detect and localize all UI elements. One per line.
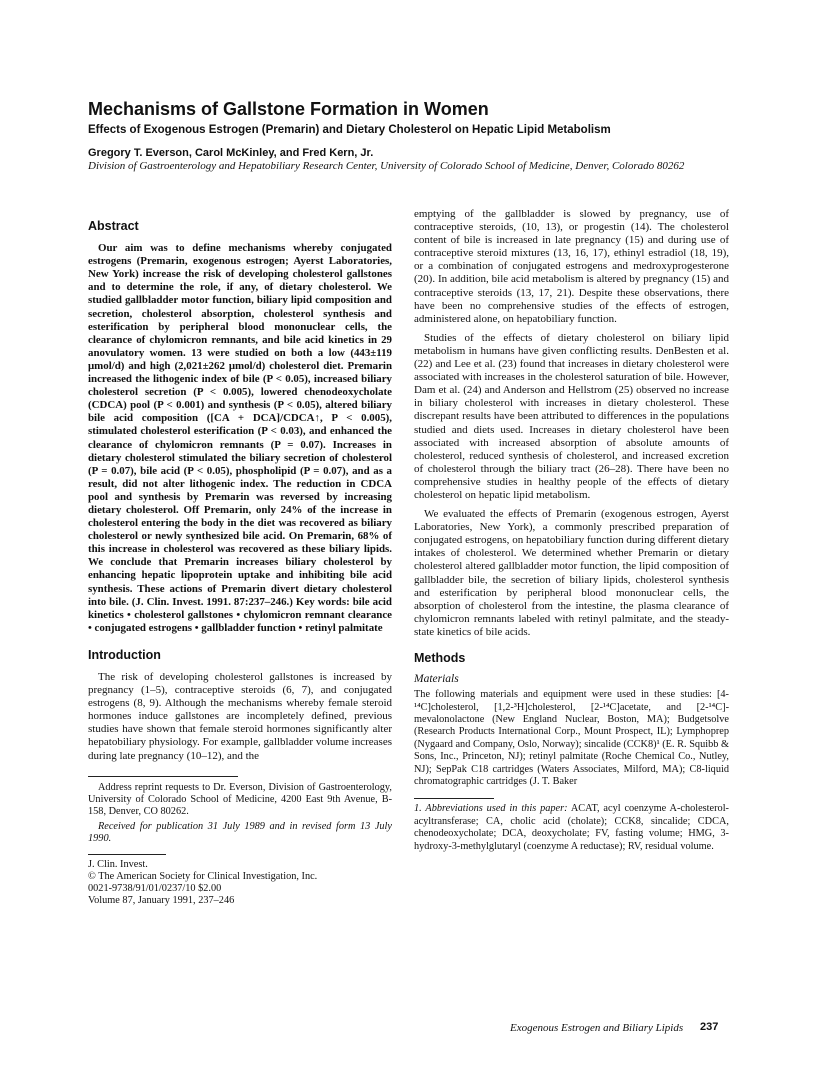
journal-name: J. Clin. Invest.: [88, 858, 148, 870]
abbreviations-text: ACAT, acyl coenzyme A-cholesterol-acyltransferase; CA, cholic acid (cholate); CCK8, sincalide; CDCA, chenodeoxycholate; DCA, deoxycholate; FV, fasting volume; HMG, 3-hydroxy-3-methylglutaryl (coenzyme A reductase); RV, residual volume.: [414, 803, 729, 852]
intro-paragraph-2: Studies of the effects of dietary cholesterol on biliary lipid metabolism in humans have given conflicting results. DenBesten et al. (22) and Lee et al. (23) found that increases in dietary cholesterol were associated with increases in the cholesterol saturation of bile. However, Dam et al. (24) and Anderson and Hellstrom (25) observed no increase in biliary cholesterol with increases in dietary cholesterol. These discrepant results have been attributed to differences in the populations studied and diets used. Increases in dietary cholesterol have been associated with increased absorption of absolute amounts of cholesterol, reduced synthesis of cholesterol, and increased excretion of cholesterol through the biliary tract (26–28). There have been no comprehensive studies in healthy people of the effects of dietary cholesterol on hepatic lipid metabolism.: [414, 331, 729, 501]
intro-paragraph-3: We evaluated the effects of Premarin (exogenous estrogen, Ayerst Laboratories, New York), a commonly prescribed preparation of conjugated estrogens, on hepatobiliary function during different dietary intakes of cholesterol. We determined whether Premarin or dietary cholesterol altered gallbladder motor function, the lipid composition of gallbladder bile, the secretion of biliary lipids, cholesterol synthesis and esterification by peripheral blood mononuclear cells, the absorption of cholesterol from the intestine, the plasma clearance of chylomicron remnants labeled with retinyl palmitate, and the steady-state kinetics of bile acids.: [414, 508, 729, 638]
abbreviations-footnote: [414, 803, 729, 853]
methods-heading: Methods: [414, 651, 466, 665]
page-number: 237: [700, 1021, 719, 1033]
volume-line: Volume 87, January 1991, 237–246: [88, 895, 235, 907]
introduction-heading: Introduction: [88, 647, 161, 662]
article-subtitle: Effects of Exogenous Estrogen (Premarin) and Dietary Cholesterol on Hepatic Lipid Metabolism: [88, 124, 611, 136]
right-column: [414, 208, 729, 853]
abbreviations-divider: [414, 798, 494, 799]
authors: Gregory T. Everson, Carol McKinley, and Fred Kern, Jr.: [88, 147, 374, 159]
copyright-line: © The American Society for Clinical Investigation, Inc.: [88, 870, 318, 882]
publication-divider: [88, 854, 166, 855]
left-column: [88, 220, 392, 908]
running-title: Exogenous Estrogen and Biliary Lipids: [510, 1022, 684, 1034]
abstract-heading: Abstract: [88, 219, 139, 233]
issn-line: 0021-9738/91/01/0237/10 $2.00: [88, 883, 222, 895]
introduction-text: The risk of developing cholesterol gallstones is increased by pregnancy (1–5), contraceptive steroids (6, 7), and conjugated estrogens (8, 9). Although the mechanisms whereby female steroid hormones induce gallstones are incompletely defined, previous studies have shown that female steroid hormones significantly alter hepatobiliary physiology. For example, gallbladder volume increases during late pregnancy (10–12), and the: [88, 671, 392, 762]
received-dates: Received for publication 31 July 1989 and in revised form 13 July 1990.: [88, 820, 392, 845]
materials-heading: Materials: [414, 673, 459, 686]
abstract-text: Our aim was to define mechanisms whereby conjugated estrogens (Premarin, exogenous estrogen; Ayerst Laboratories, New York) increase the risk of developing cholesterol gallstones and to determine the role, if any, of dietary cholesterol. We studied gallbladder motor function, biliary lipid composition and secretion, cholesterol absorption, cholesterol synthesis and esterification by peripheral blood mononuclear cells, the clearance of chylomicron remnants, and bile acid kinetics in 29 anovulatory women. 13 were studied on both a low (443±119 μmol/d) and high (2,021±262 μmol/d) cholesterol diet. Premarin increased the lithogenic index of bile (P < 0.05), increased biliary cholesterol secretion (P < 0.005), lowered chenodeoxycholate (CDCA) pool (P < 0.001) and synthesis (P < 0.05), altered biliary bile acid composition ([CA + DCA]/CDCA↑, P < 0.005), stimulated cholesterol esterification (P < 0.03), and enhanced the clearance of chylomicron remnants (P = 0.07). Increases in dietary cholesterol stimulated the biliary secretion of cholesterol (P = 0.07), bile acid (P < 0.05), phospholipid (P = 0.07), and as a result, did not alter lithogenic index. The reduction in CDCA pool and synthesis by Premarin was reversed by increasing dietary cholesterol. Off Premarin, only 24% of the increase in cholesterol entering the body in the diet was recovered as biliary cholesterol or newly synthesized bile acid. On Premarin, 68% of this increase in cholesterol was recovered as these biliary lipids. We conclude that Premarin increases biliary cholesterol by enhancing hepatic lipoprotein uptake and inhibiting bile acid synthesis. These actions of Premarin divert dietary cholesterol into bile. (J. Clin. Invest. 1991. 87:237–246.) Key words: bile acid kinetics • cholesterol gallstones • chylomicron remnant clearance • conjugated estrogens • gallbladder function • retinyl palmitate: [88, 242, 392, 634]
materials-text: The following materials and equipment were used in these studies: [4-¹⁴C]cholesterol, [1,2-³H]cholesterol, [2-¹⁴C]acetate, and [2-¹⁴C]-mevalonolactone (New England Nuclear, Boston, MA); Budgetsolve (Research Products International Corp., Mount Prospect, IL); Lymphoprep (Nygaard and Company, Oslo, Norway); sincalide (CCK8)¹ (E. R. Squibb & Sons, Inc., Princeton, NJ); retinyl palmitate (Roche Chemical Co., Nutley, NJ); SepPak C18 cartridges (Waters Associates, Milford, MA); C8-liquid chromatographic cartridges (J. T. Baker: [414, 689, 729, 788]
footnote-divider: [88, 776, 238, 777]
intro-paragraph-continued: emptying of the gallbladder is slowed by pregnancy, use of contraceptive steroids, (10, 13), or progestin (14). The cholesterol content of bile is increased in late pregnancy (15) and during use of contraceptive steroid mixtures (13, 16, 17), ethinyl estradiol (18, 19), or a combination of conjugated estrogens and medroxyprogesterone (20). In addition, bile acid metabolism is altered by pregnancy (15) and contraceptive steroids (13, 17, 21). Despite these observations, there have been no comprehensive studies of the effects of estrogen, administered alone, on hepatobiliary function.: [414, 208, 729, 325]
affiliation: Division of Gastroenterology and Hepatobiliary Research Center, University of Colorado School of Medicine, Denver, Colorado 80262: [88, 160, 685, 172]
reprint-address: Address reprint requests to Dr. Everson, Division of Gastroenterology, University of Colorado School of Medicine, 4200 East 9th Avenue, B-158, Denver, CO 80262.: [88, 781, 392, 818]
article-title: Mechanisms of Gallstone Formation in Women: [88, 99, 489, 119]
abbreviations-label: 1. Abbreviations used in this paper:: [414, 803, 568, 815]
